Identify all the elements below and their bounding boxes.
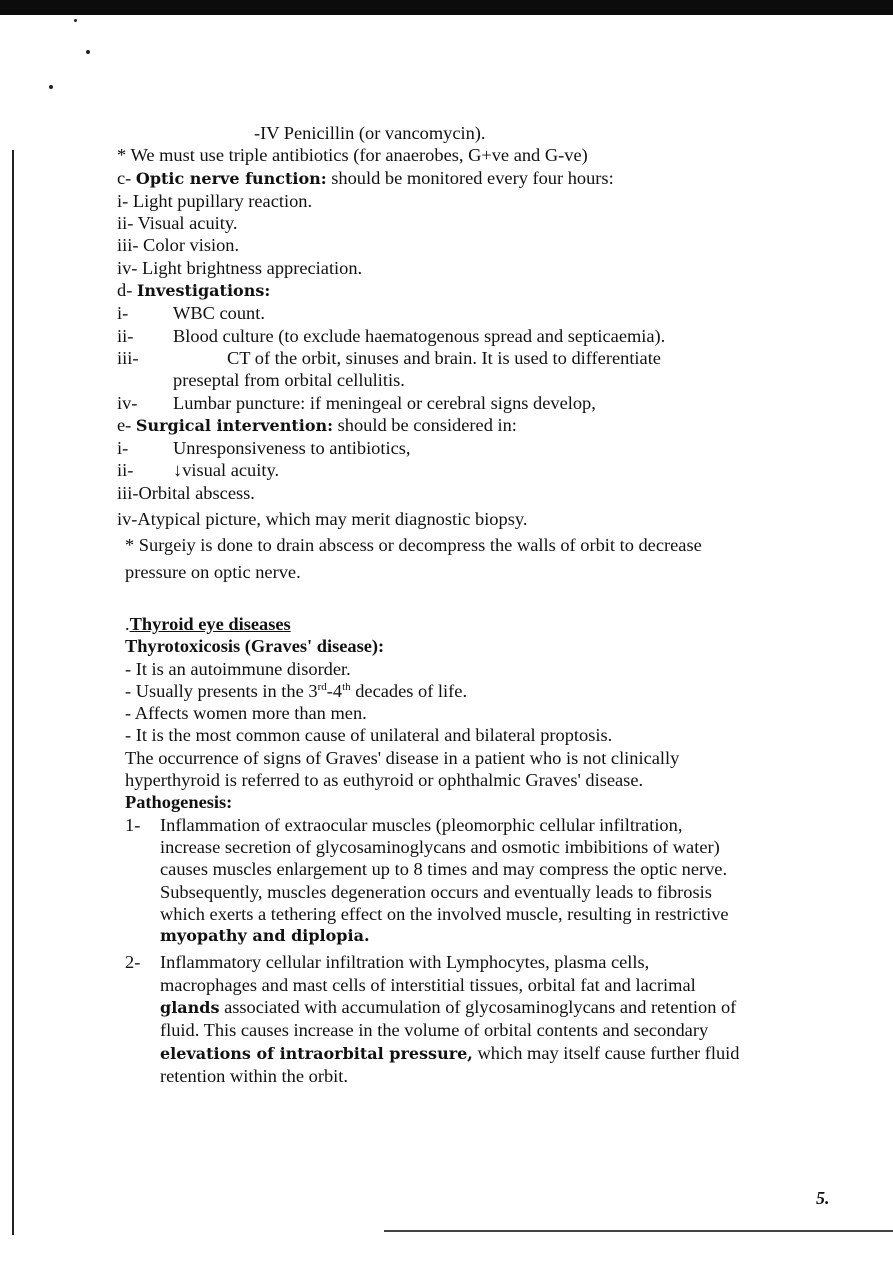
paragraph-line: hyperthyroid is referred to as euthyroid or ophthalmic Graves' disease. (125, 770, 644, 791)
list-item: iv- Light brightness appreciation. (117, 257, 363, 278)
bullet-item: - It is an autoimmune disorder. (125, 658, 351, 679)
surgery-note-continued: pressure on optic nerve. (125, 561, 301, 582)
list-item: i- Light pupillary reaction. (117, 190, 313, 211)
triple-antibiotics-note: * We must use triple antibiotics (for anaerobes, G+ve and G-ve) (117, 145, 588, 166)
list-item: ii- Blood culture (to exclude haematogenous spread and septicaemia). (117, 325, 666, 346)
thyroid-section-heading: .Thyroid eye diseases (125, 613, 291, 634)
bullet-item: - Affects women more than men. (125, 703, 367, 724)
document-body (117, 122, 797, 1087)
scan-bottom-rule (384, 1230, 893, 1232)
surgery-note: * Surgeiy is done to drain abscess or decompress the walls of orbit to decrease (125, 535, 702, 556)
pathogenesis-item-2: 2- Inflammatory cellular infiltration with Lymphocytes, plasma cells, macrophages and mast cells of interstitial tissues, orbital fat and lacrimal glands associated with accumulation of glycosaminoglycans and retention of fluid. This causes increase in the volume of orbital contents and secondary elevations of intraorbital pressure, which may itself cause further fluid retention within the orbit. (125, 952, 740, 1086)
list-item: iii-Orbital abscess. (117, 482, 255, 503)
penicillin-line: -IV Penicillin (or vancomycin). (254, 123, 486, 143)
pathogenesis-heading: Pathogenesis: (125, 792, 233, 813)
graves-subheading: Thyrotoxicosis (Graves' disease): (125, 636, 385, 657)
pathogenesis-item-1: 1- Inflammation of extraocular muscles (pleomorphic cellular infiltration, increase secretion of glycosaminoglycans and osmotic imbibitions of water) causes muscles enlargement up to 8 times and may compress the optic nerve. Subsequently, muscles degeneration occurs and eventually leads to fibrosis which exerts a tethering effect on the involved muscle, resulting in restrictive myopathy and diplopia. (125, 814, 729, 946)
scan-speck (86, 50, 90, 54)
list-item: iii- CT of the orbit, sinuses and brain. It is used to differentiate (117, 347, 661, 368)
paragraph-line: The occurrence of signs of Graves' disease in a patient who is not clinically (125, 747, 680, 768)
list-item: iv-Atypical picture, which may merit diagnostic biopsy. (117, 509, 528, 530)
list-item: ii- Visual acuity. (117, 213, 238, 234)
scan-speck (74, 19, 77, 22)
scan-left-edge (12, 150, 14, 1235)
list-item: iv- Lumbar puncture: if meningeal or cerebral signs develop, (117, 392, 596, 413)
scan-top-border (0, 0, 893, 15)
section-e-heading: e- Surgical intervention: should be considered in: (117, 414, 517, 435)
scan-speck (49, 85, 53, 89)
list-item: ii- ↓visual acuity. (117, 460, 280, 481)
bullet-item: - Usually presents in the 3rd-4th decades of life. (125, 680, 468, 701)
page-number: 5. (816, 1188, 830, 1208)
section-c-heading: c- Optic nerve function: should be monitored every four hours: (117, 167, 614, 188)
bullet-item: - It is the most common cause of unilateral and bilateral proptosis. (125, 725, 613, 746)
list-item: i- Unresponsiveness to antibiotics, (117, 438, 411, 459)
list-item: iii- Color vision. (117, 235, 240, 256)
section-d-heading: d- Investigations: (117, 280, 271, 301)
list-item-continuation: preseptal from orbital cellulitis. (173, 370, 405, 391)
list-item: i- WBC count. (117, 303, 265, 324)
